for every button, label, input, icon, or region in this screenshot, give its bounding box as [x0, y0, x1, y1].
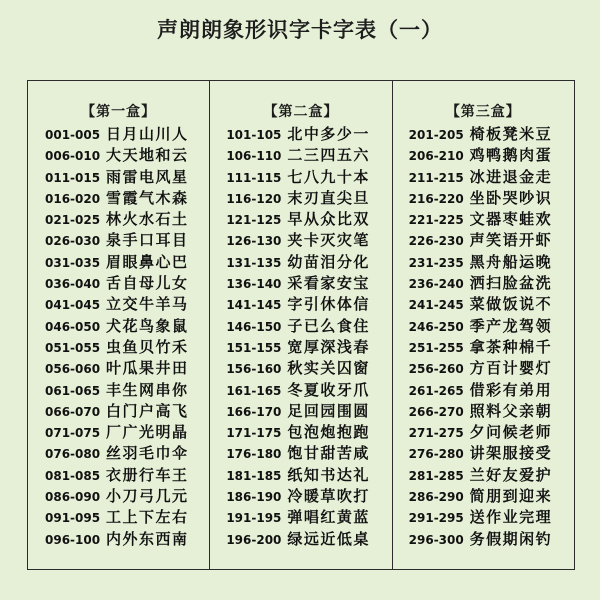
card-characters: 雨雷电风星 [106, 167, 189, 186]
card-characters: 菜做饭说不 [469, 295, 553, 314]
table-row [28, 209, 209, 230]
card-characters: 犬花鸟象鼠 [106, 316, 189, 335]
table-row [28, 188, 209, 209]
box-header: 【第三盒】 [445, 104, 521, 120]
card-characters: 宽厚深浅春 [287, 337, 370, 356]
card-characters: 工上下左右 [106, 508, 189, 527]
card-characters: 冷暖草吹打 [287, 487, 370, 506]
card-characters: 采看家安宝 [287, 274, 370, 293]
card-range: 226-230 [408, 234, 464, 249]
card-characters: 叶瓜果井田 [106, 359, 189, 378]
card-range: 161-165 [226, 383, 282, 398]
table-row [28, 294, 209, 315]
table-row [393, 252, 574, 273]
card-range: 216-220 [408, 191, 464, 206]
card-range: 181-185 [226, 468, 282, 483]
card-range: 231-235 [408, 255, 464, 270]
card-range: 036-040 [45, 277, 101, 292]
card-range: 191-195 [226, 511, 282, 526]
card-range: 031-035 [45, 255, 101, 270]
card-characters: 眉眼鼻心巴 [106, 252, 189, 271]
table-row [28, 252, 209, 273]
card-characters: 早从众比双 [287, 210, 370, 229]
card-characters: 包泡炮抱跑 [287, 423, 370, 442]
card-range: 081-085 [45, 468, 101, 483]
table-row [210, 529, 391, 550]
card-characters: 雪霞气木森 [106, 188, 189, 207]
card-characters: 子已么食住 [287, 316, 370, 335]
card-range: 291-295 [408, 511, 464, 526]
table-row [210, 401, 391, 422]
card-characters: 二三四五六 [287, 146, 370, 165]
table-row [393, 401, 574, 422]
card-characters: 拿茶种棉千 [469, 337, 553, 356]
card-characters: 丰生网串你 [106, 380, 189, 399]
table-row [28, 465, 209, 486]
table-row [393, 422, 574, 443]
box-header: 【第二盒】 [263, 104, 339, 120]
card-range: 011-015 [45, 170, 101, 185]
card-range: 071-075 [45, 426, 101, 441]
table-row [210, 294, 391, 315]
card-characters: 冬夏收牙爪 [287, 380, 370, 399]
card-range: 236-240 [408, 277, 464, 292]
card-range: 146-150 [226, 319, 282, 334]
card-characters: 务假期闲钓 [469, 529, 553, 548]
card-characters: 借彩有弟用 [469, 380, 553, 399]
table-row [393, 188, 574, 209]
table-row [28, 273, 209, 294]
table-row [28, 486, 209, 507]
card-characters: 送作业完理 [469, 508, 553, 527]
card-range: 096-100 [45, 532, 101, 547]
card-range: 021-025 [45, 213, 101, 228]
card-characters: 日月山川人 [106, 125, 189, 143]
card-characters: 幼苗泪分化 [287, 252, 370, 271]
table-row [393, 230, 574, 251]
card-range: 041-045 [45, 298, 101, 313]
card-characters: 秋实关囚窗 [287, 359, 370, 378]
card-range: 116-120 [226, 191, 282, 206]
page-title: 声朗朗象形识字卡字表（一） [157, 18, 443, 42]
table-row [210, 188, 391, 209]
card-characters: 内外东西南 [106, 529, 189, 548]
card-characters: 绿远近低桌 [287, 529, 370, 548]
card-range: 261-265 [408, 383, 464, 398]
card-characters: 弹唱红黄蓝 [287, 508, 370, 527]
card-range: 061-065 [45, 383, 101, 398]
card-range: 016-020 [45, 191, 101, 206]
card-range: 066-070 [45, 404, 101, 419]
table-row [210, 167, 391, 188]
card-characters: 讲架服接受 [469, 444, 553, 463]
card-range: 091-095 [45, 511, 101, 526]
card-range: 241-245 [408, 298, 464, 313]
card-range: 171-175 [226, 426, 282, 441]
card-characters: 照料父亲朝 [469, 401, 553, 420]
card-range: 266-270 [408, 404, 464, 419]
table-row [28, 167, 209, 188]
card-characters: 黑舟船运晚 [469, 252, 553, 271]
card-characters: 兰好友爱护 [469, 465, 553, 484]
card-range: 101-105 [226, 128, 282, 142]
card-characters: 椅板凳米豆 [469, 125, 553, 143]
card-characters: 末刃直尖旦 [287, 188, 370, 207]
box-column-3 [392, 81, 574, 569]
table-row [210, 380, 391, 401]
table-row [210, 486, 391, 507]
card-range: 006-010 [45, 149, 101, 164]
table-row [393, 380, 574, 401]
table-row [28, 316, 209, 337]
card-range: 076-080 [45, 447, 101, 462]
card-range: 276-280 [408, 447, 464, 462]
card-characters: 饱甘甜苦咸 [287, 444, 370, 463]
table-row [28, 443, 209, 464]
table-row [210, 358, 391, 379]
table-row [210, 124, 391, 145]
box-header: 【第一盒】 [81, 104, 157, 120]
table-row [28, 380, 209, 401]
card-range: 126-130 [226, 234, 282, 249]
card-range: 156-160 [226, 362, 282, 377]
card-characters: 方百计婴灯 [469, 359, 553, 378]
table-row [210, 465, 391, 486]
table-row [28, 337, 209, 358]
card-characters: 鸡鸭鹅肉蛋 [469, 146, 553, 165]
table-row [210, 230, 391, 251]
table-row [28, 401, 209, 422]
table-row [393, 529, 574, 550]
card-characters: 冰进退金走 [469, 167, 553, 186]
table-row [393, 124, 574, 145]
table-row [210, 316, 391, 337]
card-characters: 声笑语开虾 [469, 231, 553, 250]
table-row [393, 209, 574, 230]
table-row [393, 358, 574, 379]
card-characters: 大天地和云 [106, 146, 189, 165]
box-column-2 [209, 81, 391, 569]
table-row [393, 507, 574, 528]
card-range: 251-255 [408, 340, 464, 355]
card-range: 246-250 [408, 319, 464, 334]
card-characters: 泉手口耳目 [106, 231, 189, 250]
card-range: 141-145 [226, 298, 282, 313]
card-characters: 立交牛羊马 [106, 295, 189, 314]
card-characters: 文器枣蛙欢 [469, 210, 553, 229]
character-table [27, 80, 575, 570]
table-row [28, 422, 209, 443]
card-characters: 舌自母儿女 [106, 274, 189, 293]
card-range: 136-140 [226, 277, 282, 292]
table-row [210, 507, 391, 528]
card-range: 056-060 [45, 362, 101, 377]
table-row [28, 358, 209, 379]
card-range: 211-215 [408, 170, 464, 185]
table-row [393, 337, 574, 358]
card-range: 281-285 [408, 468, 464, 483]
card-characters: 纸知书达礼 [287, 465, 370, 484]
card-range: 086-090 [45, 490, 101, 505]
card-range: 176-180 [226, 447, 282, 462]
card-range: 166-170 [226, 404, 282, 419]
card-range: 106-110 [226, 149, 282, 164]
table-row [393, 167, 574, 188]
card-characters: 厂广光明晶 [106, 423, 189, 442]
card-characters: 林火水石土 [106, 210, 189, 229]
card-characters: 衣册行车王 [106, 465, 189, 484]
card-range: 221-225 [408, 213, 464, 228]
card-range: 051-055 [45, 340, 101, 355]
card-characters: 坐卧哭吵识 [469, 188, 553, 207]
table-row [210, 422, 391, 443]
card-characters: 夕问候老师 [469, 423, 553, 442]
card-range: 286-290 [408, 490, 464, 505]
card-range: 121-125 [226, 213, 282, 228]
card-range: 131-135 [226, 255, 282, 270]
card-characters: 足回园围圆 [287, 401, 370, 420]
table-row [28, 230, 209, 251]
card-range: 201-205 [408, 128, 464, 142]
table-row [28, 145, 209, 166]
card-range: 046-050 [45, 319, 101, 334]
card-characters: 北中多少一 [287, 125, 370, 143]
table-row [393, 316, 574, 337]
card-characters: 丝羽毛巾伞 [106, 444, 189, 463]
card-characters: 小刀弓几元 [106, 487, 189, 506]
table-row [210, 145, 391, 166]
table-row [210, 443, 391, 464]
card-characters: 洒扫脸盆洗 [469, 274, 553, 293]
table-row [393, 273, 574, 294]
card-characters: 季产龙驾领 [469, 316, 553, 335]
card-range: 196-200 [226, 532, 282, 547]
card-characters: 白门户高飞 [106, 401, 189, 420]
card-range: 256-260 [408, 362, 464, 377]
card-characters: 字引休体信 [287, 295, 370, 314]
card-characters: 夹卡灭灾笔 [287, 231, 370, 250]
table-row [28, 529, 209, 550]
card-range: 001-005 [45, 128, 101, 142]
table-row [210, 209, 391, 230]
card-range: 026-030 [45, 234, 101, 249]
table-row [28, 507, 209, 528]
table-row [210, 252, 391, 273]
card-characters: 七八九十本 [287, 167, 370, 186]
table-row [393, 294, 574, 315]
card-range: 151-155 [226, 340, 282, 355]
card-range: 206-210 [408, 149, 464, 164]
table-row [28, 124, 209, 145]
table-row [393, 465, 574, 486]
card-characters: 虫鱼贝竹禾 [106, 337, 189, 356]
table-row [393, 486, 574, 507]
table-row [393, 145, 574, 166]
table-row [210, 273, 391, 294]
card-range: 186-190 [226, 490, 282, 505]
table-row [393, 443, 574, 464]
box-column-1 [28, 81, 209, 569]
card-range: 111-115 [226, 170, 282, 185]
card-range: 296-300 [408, 532, 464, 547]
card-range: 271-275 [408, 426, 464, 441]
card-characters: 简朋到迎来 [469, 487, 553, 506]
table-row [210, 337, 391, 358]
